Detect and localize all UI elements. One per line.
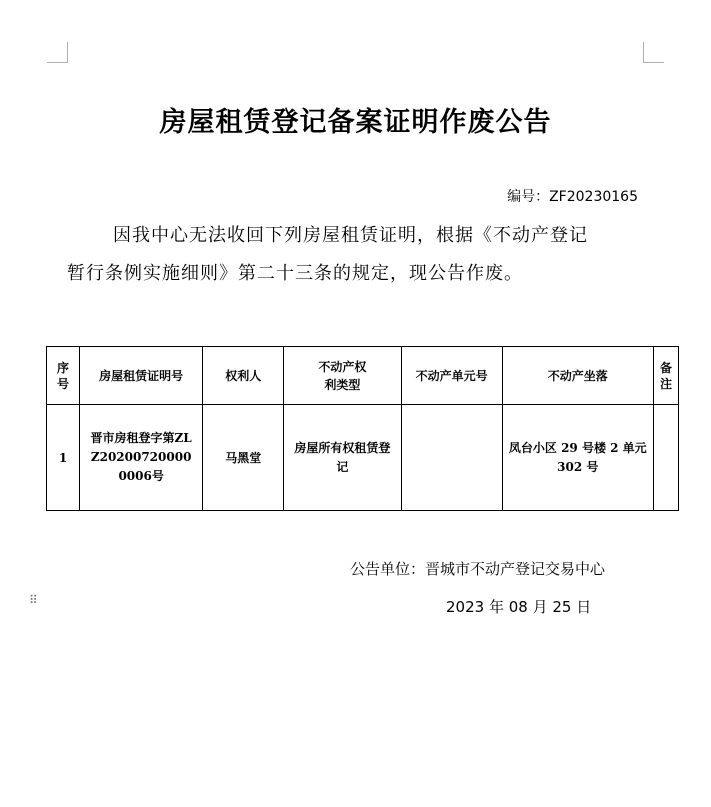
header-type bbox=[284, 347, 401, 405]
header-seq-label: 序号 bbox=[57, 360, 70, 391]
cell-seq: 1 bbox=[47, 405, 80, 511]
cell-unit bbox=[401, 405, 502, 511]
header-note bbox=[653, 347, 678, 405]
page-corner-mark-top-left bbox=[47, 42, 68, 63]
page-title: 房屋租赁登记备案证明作废公告 bbox=[159, 107, 552, 138]
serial-number: 编号：ZF20230165 bbox=[507, 189, 638, 205]
issue-date: 2023 年 08 月 25 日 bbox=[446, 598, 592, 616]
header-seq bbox=[47, 347, 80, 405]
cell-cert-text: 晋市房租登字第ZLZ202007200000006号 bbox=[90, 431, 192, 483]
header-unit: 不动产单元号 bbox=[401, 347, 502, 405]
cell-location bbox=[502, 405, 653, 511]
certificate-table bbox=[46, 346, 679, 511]
body-paragraph-line-2: 暂行条例实施细则》第二十三条的规定，现公告作废。 bbox=[67, 263, 523, 284]
table-row bbox=[47, 405, 679, 511]
header-type-label: 不动产权利类型 bbox=[318, 359, 367, 392]
header-cert: 房屋租赁证明号 bbox=[80, 347, 203, 405]
cell-owner: 马黑堂 bbox=[203, 405, 284, 511]
cell-type-text: 房屋所有权租赁登记 bbox=[294, 440, 391, 474]
table-header-row bbox=[47, 347, 679, 405]
header-note-label: 备注 bbox=[659, 360, 672, 391]
cell-type bbox=[284, 405, 401, 511]
header-owner: 权利人 bbox=[203, 347, 284, 405]
page-corner-mark-top-right bbox=[643, 42, 664, 63]
body-paragraph-line-1: 因我中心无法收回下列房屋租赁证明，根据《不动产登记 bbox=[113, 225, 588, 246]
issuer: 公告单位：晋城市不动产登记交易中心 bbox=[350, 560, 606, 578]
header-location: 不动产坐落 bbox=[502, 347, 653, 405]
cell-cert bbox=[80, 405, 203, 511]
drag-handle-icon[interactable]: ⠿ bbox=[29, 593, 39, 607]
cell-location-text: 凤台小区 29 号楼 2 单元 302 号 bbox=[508, 440, 647, 474]
cell-note bbox=[653, 405, 678, 511]
